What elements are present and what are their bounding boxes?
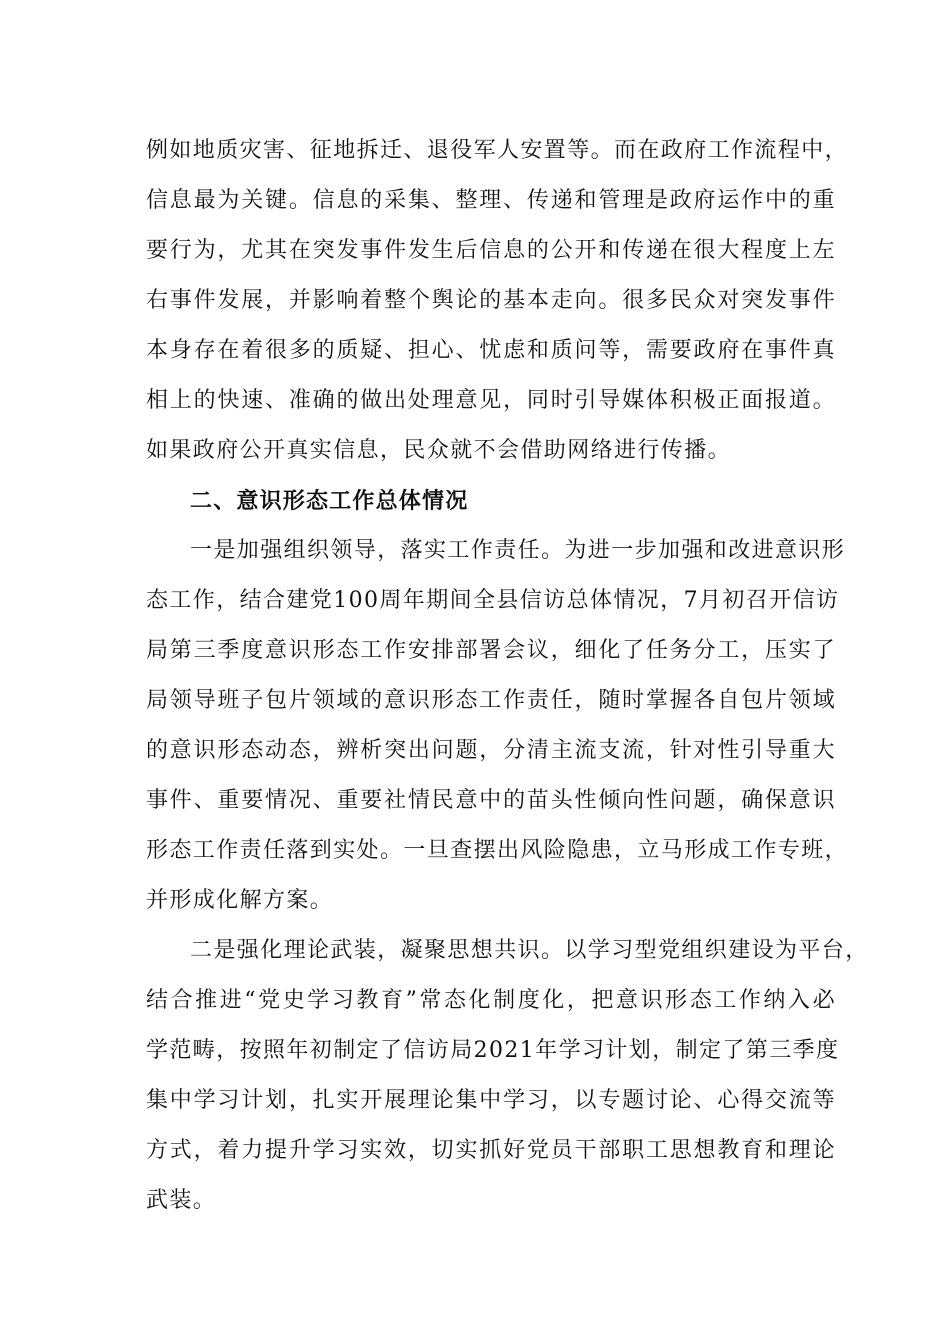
- paragraph-line: 学范畴，按照年初制定了信访局2021年学习计划，制定了第三季度: [146, 1038, 840, 1063]
- paragraph-line: 并形成化解方案。: [146, 888, 334, 913]
- paragraph-line: 态工作，结合建党100周年期间全县信访总体情况，7月初召开信访: [146, 588, 840, 613]
- paragraph-line: 二是强化理论武装，凝聚思想共识。以学习型党组织建设为平台，: [190, 938, 869, 963]
- paragraph-line: 局领导班子包片领域的意识形态工作责任，随时掌握各自包片领域: [146, 688, 836, 713]
- paragraph-line: 例如地质灾害、征地拆迁、退役军人安置等。而在政府工作流程中，: [146, 138, 849, 163]
- paragraph-line: 信息最为关键。信息的采集、整理、传递和管理是政府运作中的重: [146, 188, 836, 213]
- paragraph-line: 本身存在着很多的质疑、担心、忧虑和质问等，需要政府在事件真: [146, 338, 836, 363]
- paragraph-line: 形态工作责任落到实处。一旦查摆出风险隐患，立马形成工作专班，: [146, 838, 849, 863]
- paragraph-line: 的意识形态动态，辨析突出问题，分清主流支流，针对性引导重大: [146, 738, 836, 763]
- paragraph-line: 一是加强组织领导，落实工作责任。为进一步加强和改进意识形: [190, 538, 846, 563]
- paragraph-line: 要行为，尤其在突发事件发生后信息的公开和传递在很大程度上左: [146, 238, 836, 263]
- paragraph-line: 方式，着力提升学习实效，切实抓好党员干部职工思想教育和理论: [146, 1138, 836, 1163]
- paragraph-line: 事件、重要情况、重要社情民意中的苗头性倾向性问题，确保意识: [146, 788, 836, 813]
- paragraph-line: 如果政府公开真实信息，民众就不会借助网络进行传播。: [146, 438, 732, 463]
- paragraph-line: 右事件发展，并影响着整个舆论的基本走向。很多民众对突发事件: [146, 288, 836, 313]
- section-heading: 二、意识形态工作总体情况: [190, 488, 469, 514]
- paragraph-line: 集中学习计划，扎实开展理论集中学习，以专题讨论、心得交流等: [146, 1088, 836, 1113]
- paragraph-line: 局第三季度意识形态工作安排部署会议，细化了任务分工，压实了: [146, 638, 836, 663]
- paragraph-line: 武装。: [146, 1188, 217, 1213]
- paragraph-line: 结合推进“党史学习教育”常态化制度化，把意识形态工作纳入必: [146, 988, 836, 1013]
- paragraph-line: 相上的快速、准确的做出处理意见，同时引导媒体积极正面报道。: [146, 388, 836, 413]
